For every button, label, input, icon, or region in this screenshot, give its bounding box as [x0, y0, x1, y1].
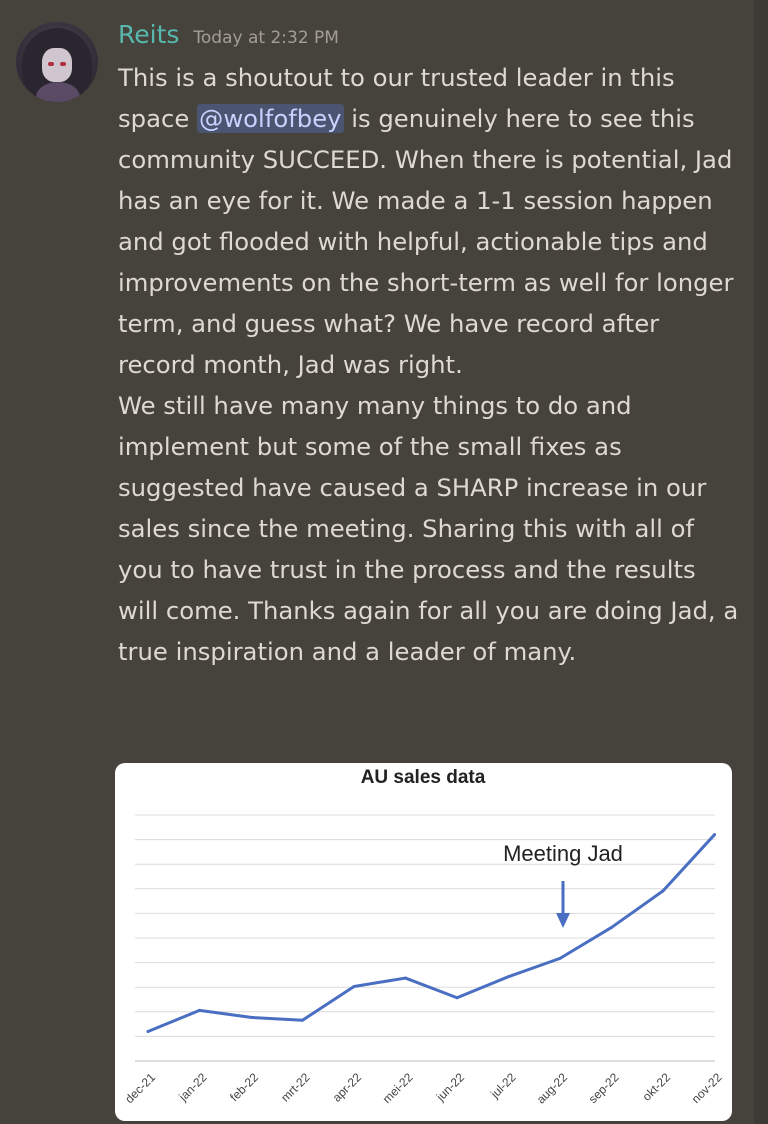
user-avatar[interactable]: [16, 22, 98, 102]
x-tick-label: nov-22: [688, 1070, 725, 1107]
x-tick-label: aug-22: [533, 1070, 571, 1107]
data-point: [147, 1030, 150, 1033]
message-paragraph-2: We still have many many things to do and implement but some of the small fixes as suggested have caused a SHARP increase in our sales since the meeting. Sharing this with all of you to have trust in the process and the results will come. Thanks again for all you are doing Jad, a true inspiration and a leader of many.: [118, 391, 739, 666]
data-point: [301, 1019, 304, 1022]
window-edge: [754, 0, 768, 1124]
x-tick-label: okt-22: [639, 1070, 674, 1104]
data-point: [713, 833, 716, 836]
chart-attachment[interactable]: [115, 763, 732, 1121]
chart-title: AU sales data: [360, 767, 486, 788]
data-point: [198, 1009, 201, 1012]
x-tick-label: feb-22: [227, 1070, 262, 1105]
x-tick-label: sep-22: [585, 1070, 622, 1107]
x-tick-label: mei-22: [379, 1070, 416, 1107]
data-point: [507, 975, 510, 978]
x-tick-label: apr-22: [329, 1070, 365, 1105]
x-tick-label: jul-22: [487, 1070, 519, 1101]
x-tick-label: dec-21: [122, 1070, 159, 1107]
x-tick-label: jun-22: [433, 1070, 468, 1104]
x-tick-label: jan-22: [176, 1070, 210, 1104]
data-point: [456, 996, 459, 999]
sales-line-chart: [115, 763, 732, 1121]
data-point: [559, 957, 562, 960]
data-point: [662, 889, 665, 892]
x-tick-label: mrt-22: [278, 1070, 313, 1105]
data-point: [250, 1016, 253, 1019]
annotation-label: Meeting Jad: [503, 841, 623, 866]
message-content: [118, 57, 743, 672]
data-point: [610, 926, 613, 929]
data-point: [353, 985, 356, 988]
author-name[interactable]: Reits: [118, 20, 180, 49]
data-point: [404, 977, 407, 980]
message-header: [118, 20, 339, 54]
message-paragraph-1: This is a shoutout to our trusted leader in this space @wolfofbey is genuinely here to see this community SUCCEED. When there is potential, Jad has an eye for it. We made a 1-1 session happen and got flooded with helpful, actionable tips and improvements on the short-term as well for longer term, and guess what? We have record after record month, Jad was right.: [118, 63, 734, 379]
user-mention[interactable]: @wolfofbey: [199, 104, 342, 133]
down-arrow-icon: [556, 913, 570, 928]
message-timestamp: Today at 2:32 PM: [193, 28, 339, 48]
